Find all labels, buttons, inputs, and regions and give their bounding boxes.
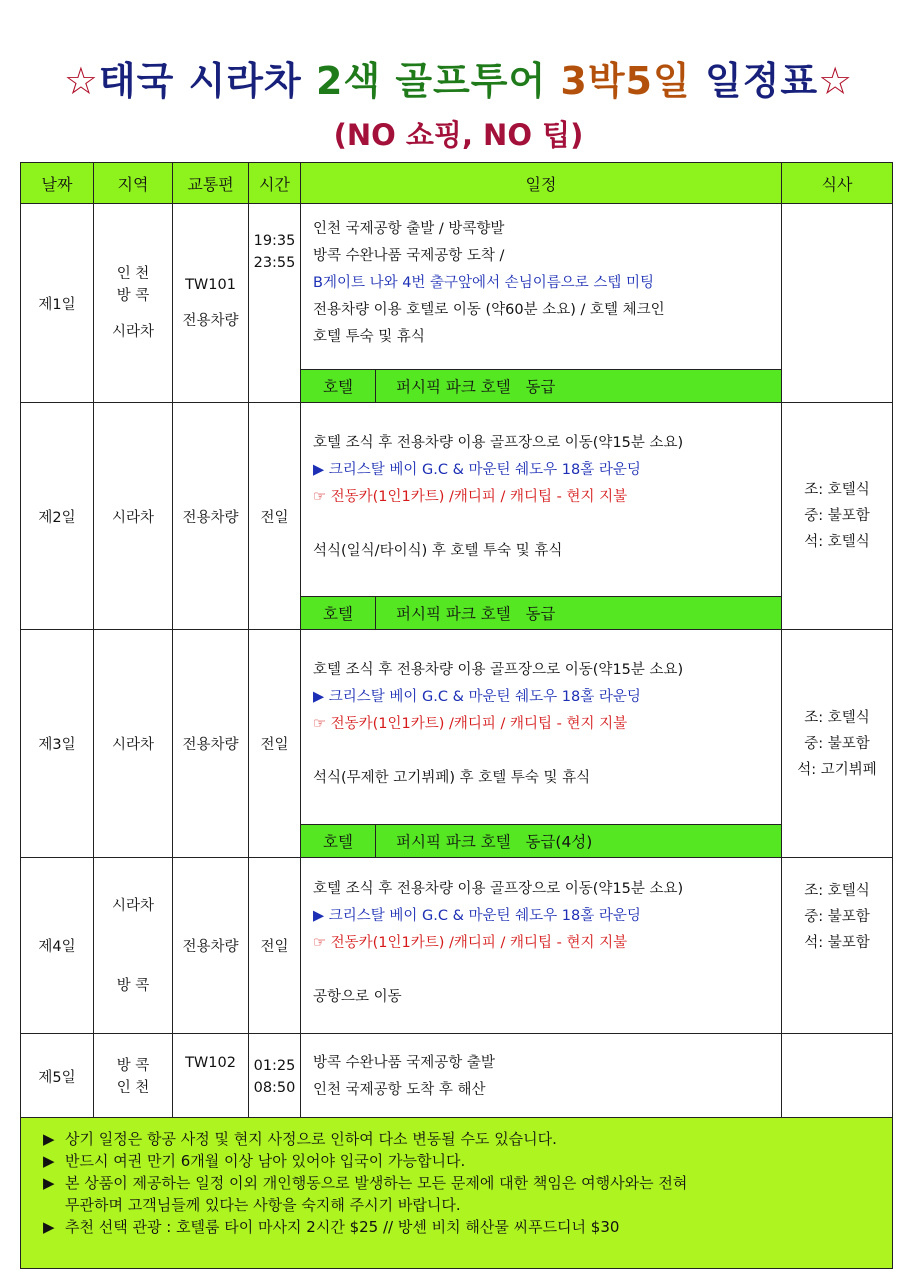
schedule-line-meeting: B게이트 나와 4번 출구앞에서 손님이름으로 스텝 미팅 (313, 275, 654, 291)
schedule-line: 호텔 조식 후 전용차량 이용 골프장으로 이동(약15분 소요) (313, 435, 684, 451)
hotel-bar (301, 369, 781, 402)
meal-dinner: 석: 불포함 (804, 935, 870, 951)
hotel-bar (301, 824, 781, 857)
title-tour-type: 2색 골프투어 (315, 59, 547, 103)
golf-course-line: ▶ 크리스탈 베이 G.C & 마운틴 쉐도우 18홀 라운딩 (313, 689, 641, 705)
transport-cell (173, 1034, 249, 1120)
region-text: 인 천 (116, 1079, 150, 1096)
transport-text: 전용차량 (173, 630, 249, 858)
schedule-cell (301, 858, 782, 1034)
column-header: 교통편 (173, 163, 249, 204)
region-text: 시라차 (94, 403, 173, 630)
day-row (21, 403, 893, 630)
notice-item (43, 1216, 892, 1238)
meal-dinner: 석: 호텔식 (804, 534, 870, 550)
region-cell (94, 1034, 173, 1120)
meal-cell (782, 630, 893, 858)
region-text: 방 콕 (116, 977, 150, 994)
day-label: 제2일 (21, 403, 94, 630)
table-header-row (21, 163, 893, 204)
time-text: 19:35 (253, 233, 296, 249)
notice-item (43, 1128, 892, 1150)
column-header: 지역 (94, 163, 173, 204)
hotel-name: 퍼시픽 파크 호텔 동급 (396, 605, 556, 623)
transport-text: 전용차량 (173, 858, 249, 1034)
schedule-line: 석식(무제한 고기뷔페) 후 호텔 투숙 및 휴식 (313, 770, 591, 786)
notice-text: 본 상품이 제공하는 일정 이외 개인행동으로 발생하는 모든 문제에 대한 책임은 여행사와는 전혀 (65, 1174, 688, 1192)
notice-text: 추천 선택 관광 : 호텔룸 타이 마사지 2시간 $25 // 방센 비치 해산물 씨푸드디너 $30 (65, 1218, 620, 1236)
day-label: 제4일 (21, 858, 94, 1034)
title-destination: 태국 시라차 (98, 59, 302, 103)
golf-course-line: ▶ 크리스탈 베이 G.C & 마운틴 쉐도우 18홀 라운딩 (313, 908, 641, 924)
notice-text: 반드시 여권 만기 6개월 이상 남아 있어야 입국이 가능합니다. (65, 1152, 466, 1170)
transport-text: TW101 (185, 277, 236, 293)
page-title (0, 50, 917, 105)
transport-cell (173, 204, 249, 403)
time-cell (249, 1034, 301, 1120)
schedule-cell (301, 204, 782, 403)
hotel-label: 호텔 (301, 825, 376, 857)
cart-fee-line: ☞ 전동카(1인1카트) /캐디피 / 캐디팁 - 현지 지불 (313, 716, 628, 732)
region-text: 시라차 (111, 324, 155, 340)
time-text: 전일 (249, 403, 301, 630)
day-label: 제3일 (21, 630, 94, 858)
cart-fee-line: ☞ 전동카(1인1카트) /캐디피 / 캐디팁 - 현지 지불 (313, 489, 628, 505)
golf-course-line: ▶ 크리스탈 베이 G.C & 마운틴 쉐도우 18홀 라운딩 (313, 462, 641, 478)
schedule-line: 호텔 투숙 및 휴식 (313, 329, 425, 345)
day-row (21, 630, 893, 858)
schedule-line: 호텔 조식 후 전용차량 이용 골프장으로 이동(약15분 소요) (313, 881, 684, 897)
star-icon: ☆ (818, 59, 854, 103)
meal-lunch: 중: 불포함 (804, 909, 870, 925)
title-duration: 3박5일 (560, 59, 691, 103)
meal-cell (782, 858, 893, 1034)
time-cell (249, 204, 301, 403)
transport-text: 전용차량 (173, 403, 249, 630)
region-text: 시라차 (111, 897, 155, 914)
schedule-line: 석식(일식/타이식) 후 호텔 투숙 및 휴식 (313, 543, 563, 559)
day-row (21, 1034, 893, 1120)
time-text: 전일 (249, 858, 301, 1034)
schedule-line: 방콕 수완나품 국제공항 출발 (313, 1054, 495, 1071)
meal-cell (782, 204, 893, 403)
column-header: 시간 (249, 163, 301, 204)
transport-text: 전용차량 (182, 313, 239, 329)
schedule-line: 호텔 조식 후 전용차량 이용 골프장으로 이동(약15분 소요) (313, 662, 684, 678)
hotel-label: 호텔 (301, 370, 376, 402)
cart-fee-line: ☞ 전동카(1인1카트) /캐디피 / 캐디팁 - 현지 지불 (313, 935, 628, 951)
column-header: 날짜 (21, 163, 94, 204)
schedule-line: 인천 국제공항 출발 / 방콕향발 (313, 221, 505, 237)
hotel-name: 퍼시픽 파크 호텔 동급 (396, 378, 556, 396)
triangle-bullet-icon: ▶ (43, 1152, 55, 1170)
time-text: 23:55 (253, 255, 296, 271)
meal-breakfast: 조: 호텔식 (804, 482, 870, 498)
schedule-line: 인천 국제공항 도착 후 해산 (313, 1081, 486, 1098)
notice-item (43, 1172, 892, 1194)
meal-cell (782, 1034, 893, 1120)
schedule-cell (301, 403, 782, 630)
title-schedule: 일정표 (704, 59, 819, 103)
day-row (21, 858, 893, 1034)
column-header: 일정 (301, 163, 782, 204)
triangle-bullet-icon: ▶ (43, 1174, 55, 1192)
notice-item (43, 1150, 892, 1172)
schedule-line: 방콕 수완나품 국제공항 도착 / (313, 248, 505, 264)
region-text: 방 콕 (116, 1057, 150, 1074)
time-text: 08:50 (253, 1079, 296, 1096)
page-subtitle: (NO 쇼핑, NO 팁) (333, 118, 584, 152)
region-text: 방 콕 (116, 288, 150, 304)
meal-lunch: 중: 불포함 (804, 735, 870, 752)
meal-cell (782, 403, 893, 630)
schedule-cell (301, 630, 782, 858)
region-text: 시라차 (94, 630, 173, 858)
triangle-bullet-icon: ▶ (43, 1130, 55, 1148)
meal-lunch: 중: 불포함 (804, 508, 870, 524)
region-cell (94, 858, 173, 1034)
notice-continuation: 무관하며 고객님들께 있다는 사항을 숙지해 주시기 바랍니다. (65, 1196, 461, 1214)
day-row (21, 204, 893, 403)
day-label: 제1일 (21, 204, 94, 403)
region-text: 인 천 (116, 266, 150, 282)
time-text: 01:25 (253, 1057, 296, 1074)
day-label: 제5일 (21, 1034, 94, 1120)
time-text: 전일 (249, 630, 301, 858)
meal-breakfast: 조: 호텔식 (804, 883, 870, 899)
hotel-name: 퍼시픽 파크 호텔 동급(4성) (396, 833, 593, 851)
schedule-line: 공항으로 이동 (313, 989, 402, 1005)
notice-box (20, 1117, 893, 1269)
schedule-line: 전용차량 이용 호텔로 이동 (약60분 소요) / 호텔 체크인 (313, 302, 665, 318)
region-cell (94, 204, 173, 403)
meal-breakfast: 조: 호텔식 (804, 709, 870, 726)
notice-text: 상기 일정은 항공 사정 및 현지 사정으로 인하여 다소 변동될 수도 있습니다. (65, 1130, 557, 1148)
meal-dinner: 석: 고기뷔페 (797, 761, 877, 778)
schedule-cell (301, 1034, 782, 1120)
column-header: 식사 (782, 163, 893, 204)
transport-text: TW102 (185, 1055, 236, 1071)
star-icon: ☆ (63, 59, 99, 103)
triangle-bullet-icon: ▶ (43, 1218, 55, 1236)
hotel-label: 호텔 (301, 597, 376, 629)
hotel-bar (301, 596, 781, 629)
schedule-table (20, 162, 893, 1120)
